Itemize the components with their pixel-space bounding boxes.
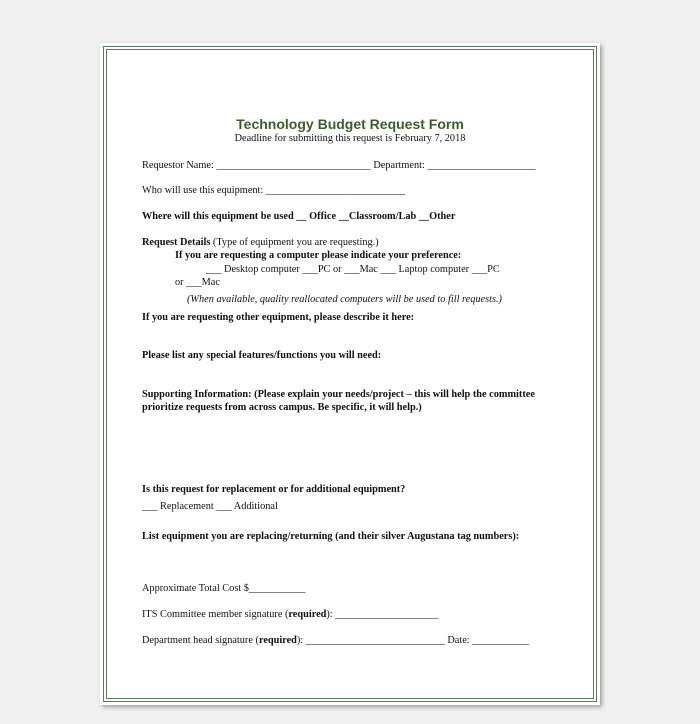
computer-options-line: ___ Desktop computer ___PC or ___Mac ___ Laptop computer ___PC [206, 264, 500, 275]
dept-signature-required: required [258, 635, 297, 646]
dept-signature-post: ): ___________________________ Date: ___________ [296, 635, 529, 646]
other-equipment-line: If you are requesting other equipment, please describe it here: [142, 312, 415, 323]
computer-preference-line: If you are requesting a computer please indicate your preference: [175, 250, 462, 261]
page-border-inner [106, 49, 594, 699]
where-used-line: Where will this equipment be used __ Office __Classroom/Lab __Other [142, 211, 456, 222]
form-page [100, 43, 600, 705]
deadline-text: Deadline for submitting this request is February 7, 2018 [234, 133, 466, 144]
reallocated-note: (When available, quality reallocated computers will be used to fill requests.) [187, 294, 502, 305]
page-border-outer [103, 46, 597, 702]
total-cost-line: Approximate Total Cost $___________ [142, 583, 306, 594]
list-equipment-line: List equipment you are replacing/returning (and their silver Augustana tag numbers): [142, 531, 520, 542]
its-signature-pre: ITS Committee member signature ( [142, 609, 289, 620]
request-details-note: (Type of equipment you are requesting.) [210, 237, 379, 248]
form-title: Technology Budget Request Form [236, 116, 464, 132]
dept-signature-pre: Department head signature ( [142, 635, 259, 646]
requestor-department-line: Requestor Name: ______________________________ Department: _____________________ [142, 160, 536, 171]
special-features-line: Please list any special features/functions you will need: [142, 350, 382, 361]
its-signature-line [142, 609, 438, 621]
request-details-line [142, 237, 379, 249]
its-signature-post: ): ____________________ [326, 609, 439, 620]
request-details-label: Request Details [142, 237, 211, 248]
who-uses-line: Who will use this equipment: ___________________________ [142, 185, 405, 196]
replacement-question: Is this request for replacement or for additional equipment? [142, 484, 406, 495]
computer-options-line-2: or ___Mac [175, 277, 220, 288]
replacement-options: ___ Replacement ___ Additional [142, 501, 278, 512]
dept-signature-line [142, 635, 529, 647]
supporting-info-line-2: prioritize requests from across campus. Be specific, it will help.) [142, 402, 422, 413]
its-signature-required: required [288, 609, 327, 620]
supporting-info-line-1: Supporting Information: (Please explain your needs/project – this will help the committee [142, 389, 535, 400]
